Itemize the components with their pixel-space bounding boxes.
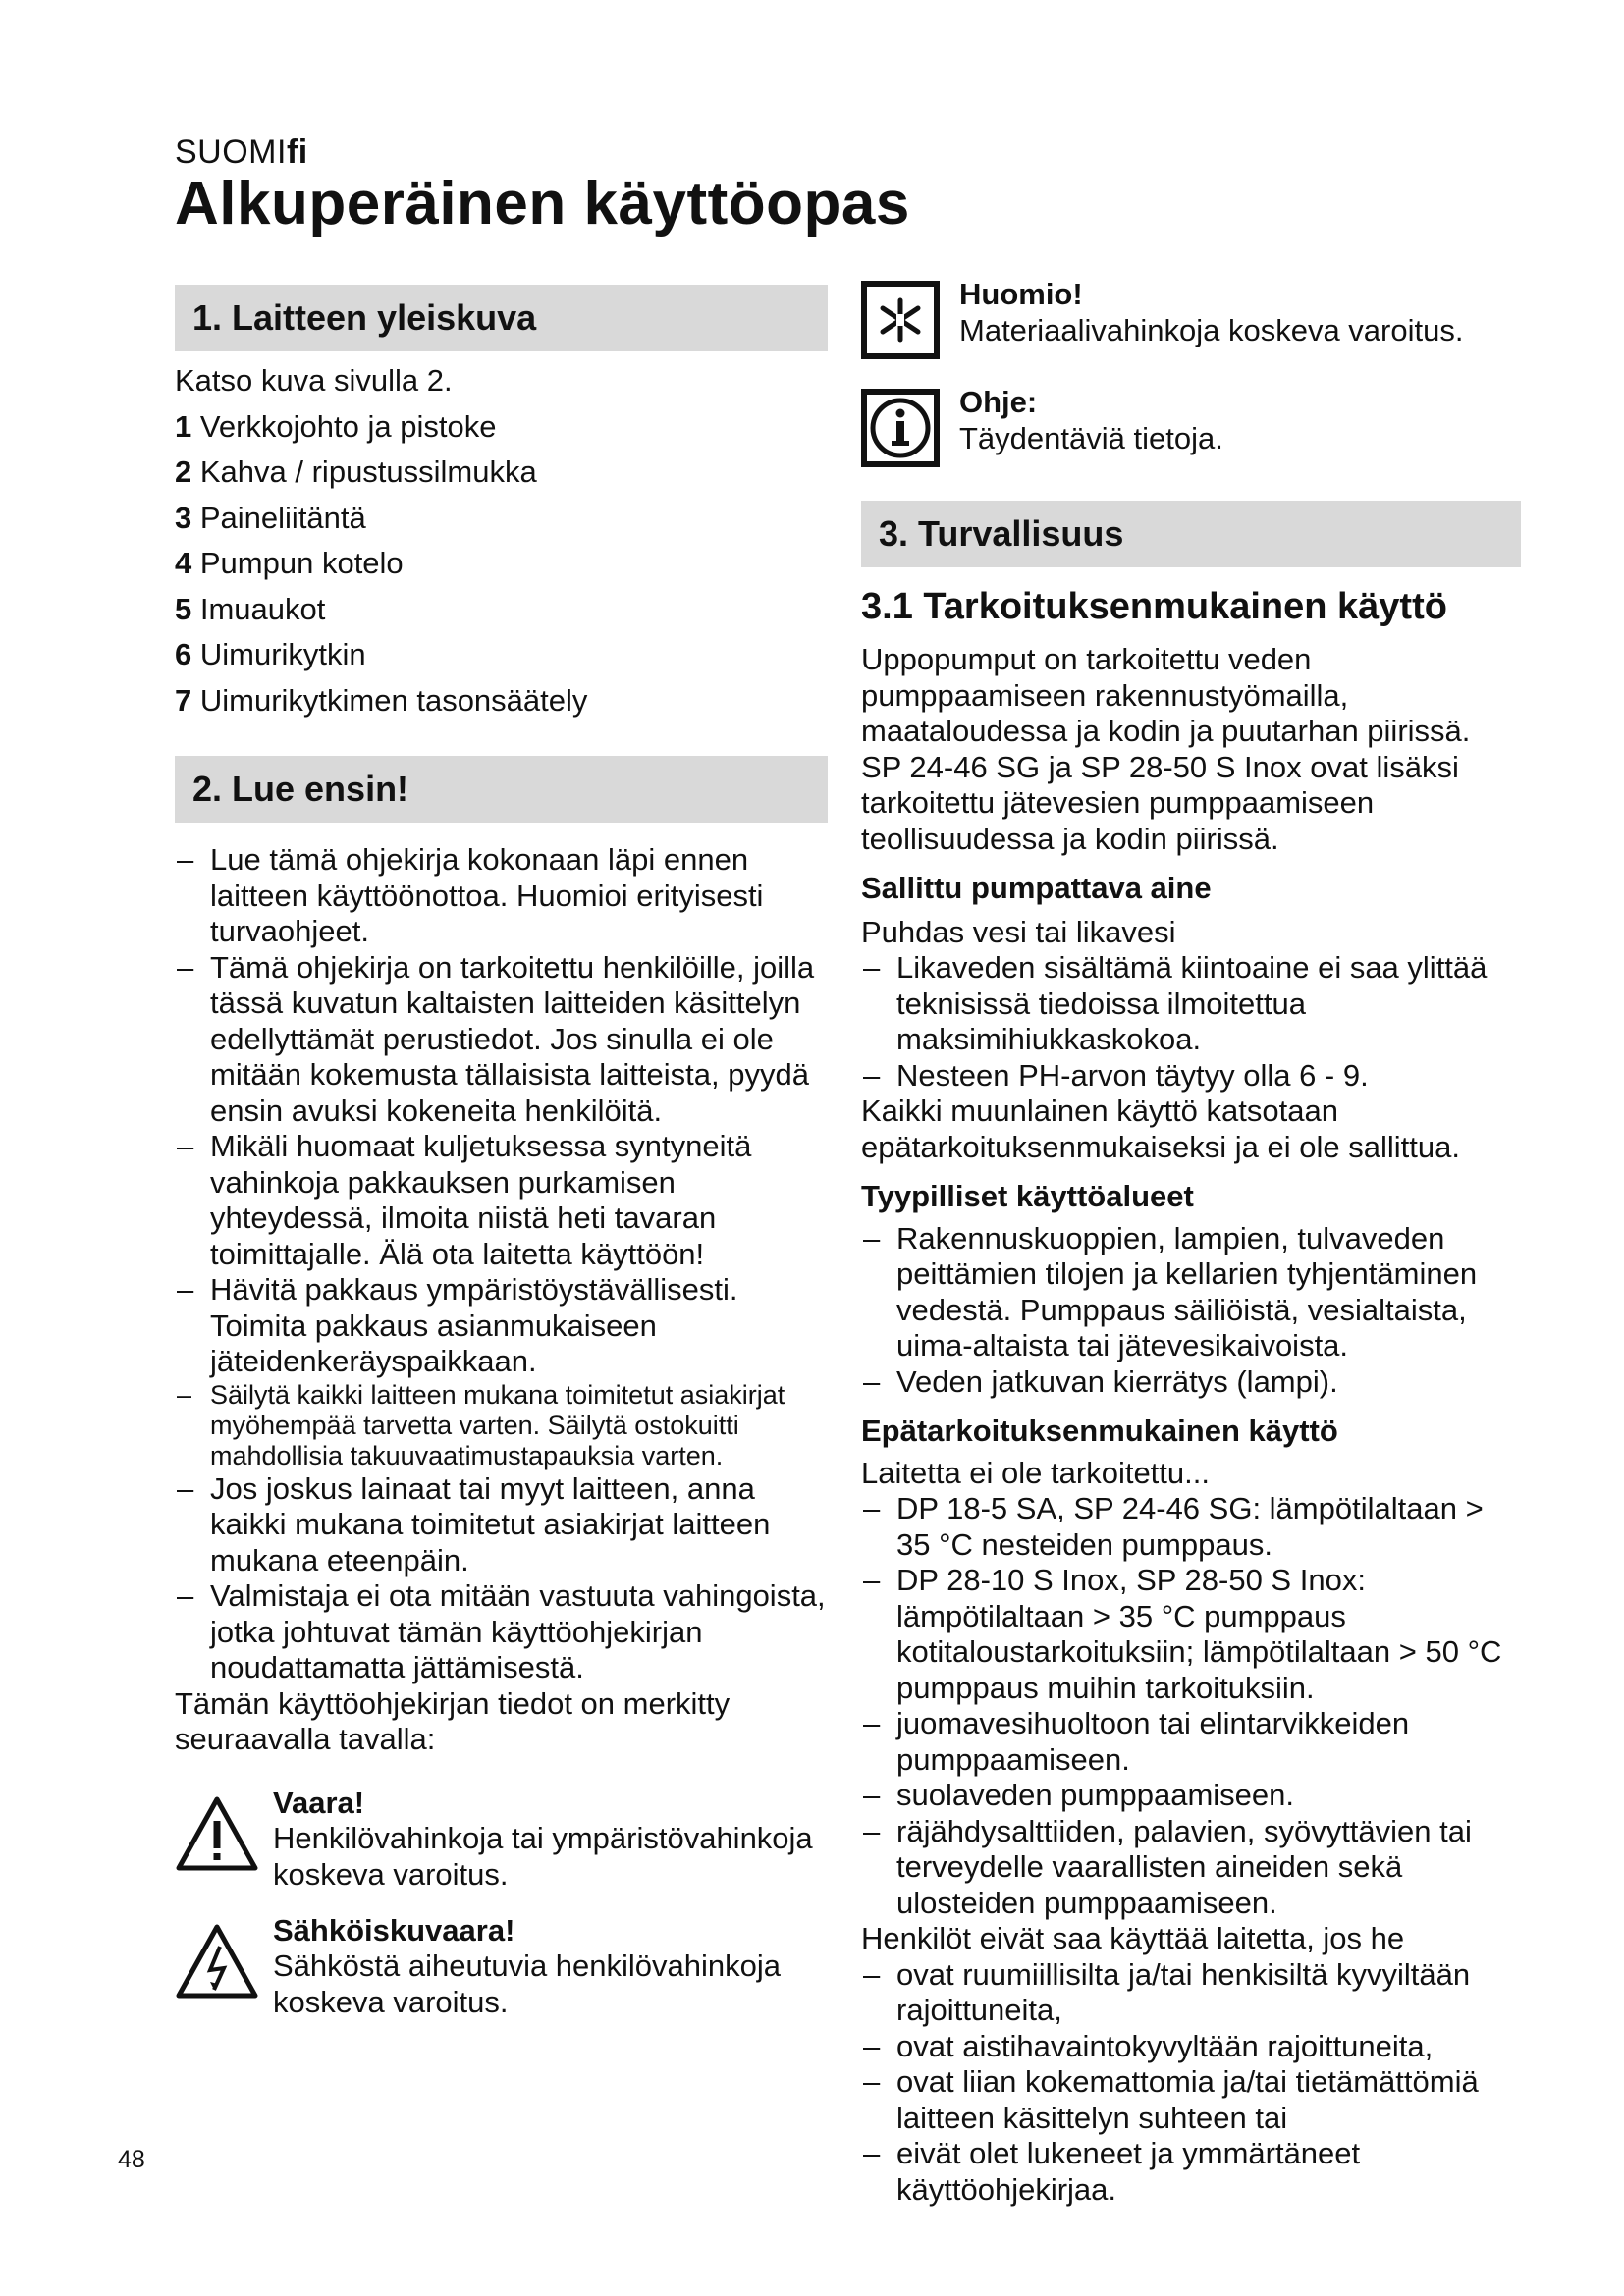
list-item: – ovat liian kokemattomia ja/tai tietämättömiä laitteen käsittelyn suhteen tai [863, 2064, 1479, 2135]
electric-shock-icon [175, 1923, 259, 2000]
warning-danger [175, 1786, 828, 1894]
list-item: – Hävitä pakkaus ympäristöystävällisesti. Toimita pakkaus asianmukaiseen jäteidenkeräyspaikkaan. [177, 1272, 738, 1378]
note-attention [861, 277, 1521, 365]
list-item: – Jos joskus lainaat tai myyt laitteen, anna kaikki mukana toimitetut asiakirjat laitteen mukana eteenpäin. [177, 1470, 771, 1577]
improper-intro: Laitetta ei ole tarkoitettu... [861, 1455, 1210, 1490]
list-item: – Tämä ohjekirja on tarkoitettu henkilöille, joilla tässä kuvatun kaltaisten laitteiden käsittelyn edellyttämät perustiedot. Jos sinulla ei ole mitään kokemusta tällaisista laitteista, pyydä ensin avuksi kokeneita henkilöitä. [177, 949, 815, 1128]
list-item: – Veden jatkuvan kierrätys (lampi). [863, 1363, 1338, 1399]
list-item: – Rakennuskuoppien, lampien, tulvaveden peittämien tilojen ja kellarien tyhjentäminen vedestä. Pumppaus säiliöistä, vesialtaista, uima-altaista tai jätevesikaivoista. [863, 1220, 1478, 1362]
list-item: 5 Imuaukot [175, 591, 326, 626]
list-item: – juomavesihuoltoon tai elintarvikkeiden pumppaamiseen. [863, 1706, 1410, 1777]
subsection-heading: 3.1 Tarkoituksenmukainen käyttö [861, 586, 1447, 627]
list-item: – suolaveden pumppaamiseen. [863, 1778, 1294, 1812]
heading-typical-uses: Tyypilliset käyttöalueet [861, 1179, 1194, 1213]
right-column [861, 277, 1521, 2208]
component-list [175, 409, 828, 720]
persons-intro: Henkilöt eivät saa käyttää laitetta, jos he [861, 1921, 1405, 1955]
intended-use-paragraph-2: SP 24-46 SG ja SP 28-50 S Inox ovat lisäksi tarkoitettu jätevesien pumppaamiseen teollisuudessa ja kodin piirissä. [861, 749, 1459, 856]
list-item: – DP 28-10 S Inox, SP 28-50 S Inox: lämpötilaltaan > 35 °C pumppaus kotitaloustarkoituksiin; lämpötilaltaan > 50 °C pumppaus muihin tarkoituksiin. [863, 1563, 1502, 1705]
list-item: – Valmistaja ei ota mitään vastuuta vahingoista, jotka johtuvat tämän käyttöohjekirjan noudattamatta jättämisestä. [177, 1578, 826, 1684]
note-info [861, 385, 1521, 473]
note-title: Huomio! [959, 277, 1083, 311]
note-text: Materiaalivahinkoja koskeva varoitus. [959, 312, 1464, 347]
list-item: – Nesteen PH-arvon täytyy olla 6 - 9. [863, 1057, 1369, 1093]
left-column [175, 285, 828, 2021]
list-item: – Likaveden sisältämä kiintoaine ei saa ylittää teknisissä tiedoissa ilmoitettua maksimihiukkaskokoa. [863, 950, 1488, 1056]
list-item: 7 Uimurikytkimen tasonsäätely [175, 682, 588, 718]
list-item: – DP 18-5 SA, SP 24-46 SG: lämpötilaltaan > 35 °C nesteiden pumppaus. [863, 1491, 1484, 1562]
list-item: 4 Pumpun kotelo [175, 546, 404, 580]
list-item: 6 Uimurikytkin [175, 637, 366, 671]
list-item: – ovat ruumiillisilta ja/tai henkisiltä kyvyiltään rajoittuneita, [863, 1956, 1471, 2027]
list-item: – Lue tämä ohjekirja kokonaan läpi ennen laitteen käyttöönottoa. Huomioi erityisesti turvaohjeet. [177, 842, 764, 948]
warning-electric [175, 1913, 828, 2021]
language-code: fi [286, 133, 308, 171]
list-item: 2 Kahva / ripustussilmukka [175, 454, 537, 489]
symbols-intro: Tämän käyttöohjekirjan tiedot on merkitty seuraavalla tavalla: [175, 1685, 731, 1756]
material-damage-icon [861, 281, 940, 359]
warning-title: Sähköiskuvaara! [273, 1912, 515, 1948]
list-item: – Säilytä kaikki laitteen mukana toimitetut asiakirjat myöhempää tarvetta varten. Säilytä ostokuitti mahdollisia takuuvaatimustapauksia varten. [177, 1379, 785, 1470]
section-heading-read-first: 2. Lue ensin! [175, 756, 828, 823]
permitted-closing: Kaikki muunlainen käyttö katsotaan epätarkoituksenmukaiseksi ja ei ole sallittua. [861, 1094, 1460, 1164]
warning-text: Sähköstä aiheutuvia henkilövahinkoja koskeva varoitus. [273, 1949, 782, 2019]
page-title: Alkuperäinen käyttöopas [175, 170, 910, 238]
warning-text: Henkilövahinkoja tai ympäristövahinkoja koskeva varoitus. [273, 1821, 813, 1892]
permitted-intro: Puhdas vesi tai likavesi [861, 914, 1176, 949]
list-item: – räjähdysalttiiden, palavien, syövyttävien tai terveydelle vaarallisten aineiden sekä ulosteiden pumppaamiseen. [863, 1813, 1472, 1920]
intended-use-paragraph: Uppopumput on tarkoitettu veden pumppaamiseen rakennustyömailla, maataloudessa ja kodin ja puutarhan piirissä. [861, 642, 1471, 748]
read-first-list [175, 842, 828, 1686]
warning-title: Vaara! [273, 1785, 365, 1820]
heading-improper-use: Epätarkoituksenmukainen käyttö [861, 1414, 1338, 1448]
list-item: – Mikäli huomaat kuljetuksessa syntyneitä vahinkoja pakkauksen purkamisen yhteydessä, ilmoita niistä heti tavaran toimittajalle. Älä ota laitetta käyttöön! [177, 1129, 752, 1271]
language-prefix: SUOMI [175, 133, 287, 171]
section-heading-safety: 3. Turvallisuus [861, 501, 1521, 567]
section-heading-overview: 1. Laitteen yleiskuva [175, 285, 828, 351]
list-item: – ovat aistihavaintokyvyltään rajoittuneita, [863, 2028, 1434, 2063]
overview-intro: Katso kuva sivulla 2. [175, 363, 453, 398]
warning-triangle-icon [175, 1795, 259, 1872]
note-text: Täydentäviä tietoja. [959, 420, 1223, 455]
info-icon [861, 389, 940, 467]
list-item: 3 Paineliitäntä [175, 500, 366, 535]
list-item: 1 Verkkojohto ja pistoke [175, 408, 497, 444]
page-number: 48 [118, 2146, 145, 2173]
language-label [175, 133, 308, 172]
note-title: Ohje: [959, 385, 1038, 419]
list-item: – eivät olet lukeneet ja ymmärtäneet käyttöohjekirjaa. [863, 2136, 1361, 2207]
heading-permitted-medium: Sallittu pumpattava aine [861, 871, 1212, 905]
